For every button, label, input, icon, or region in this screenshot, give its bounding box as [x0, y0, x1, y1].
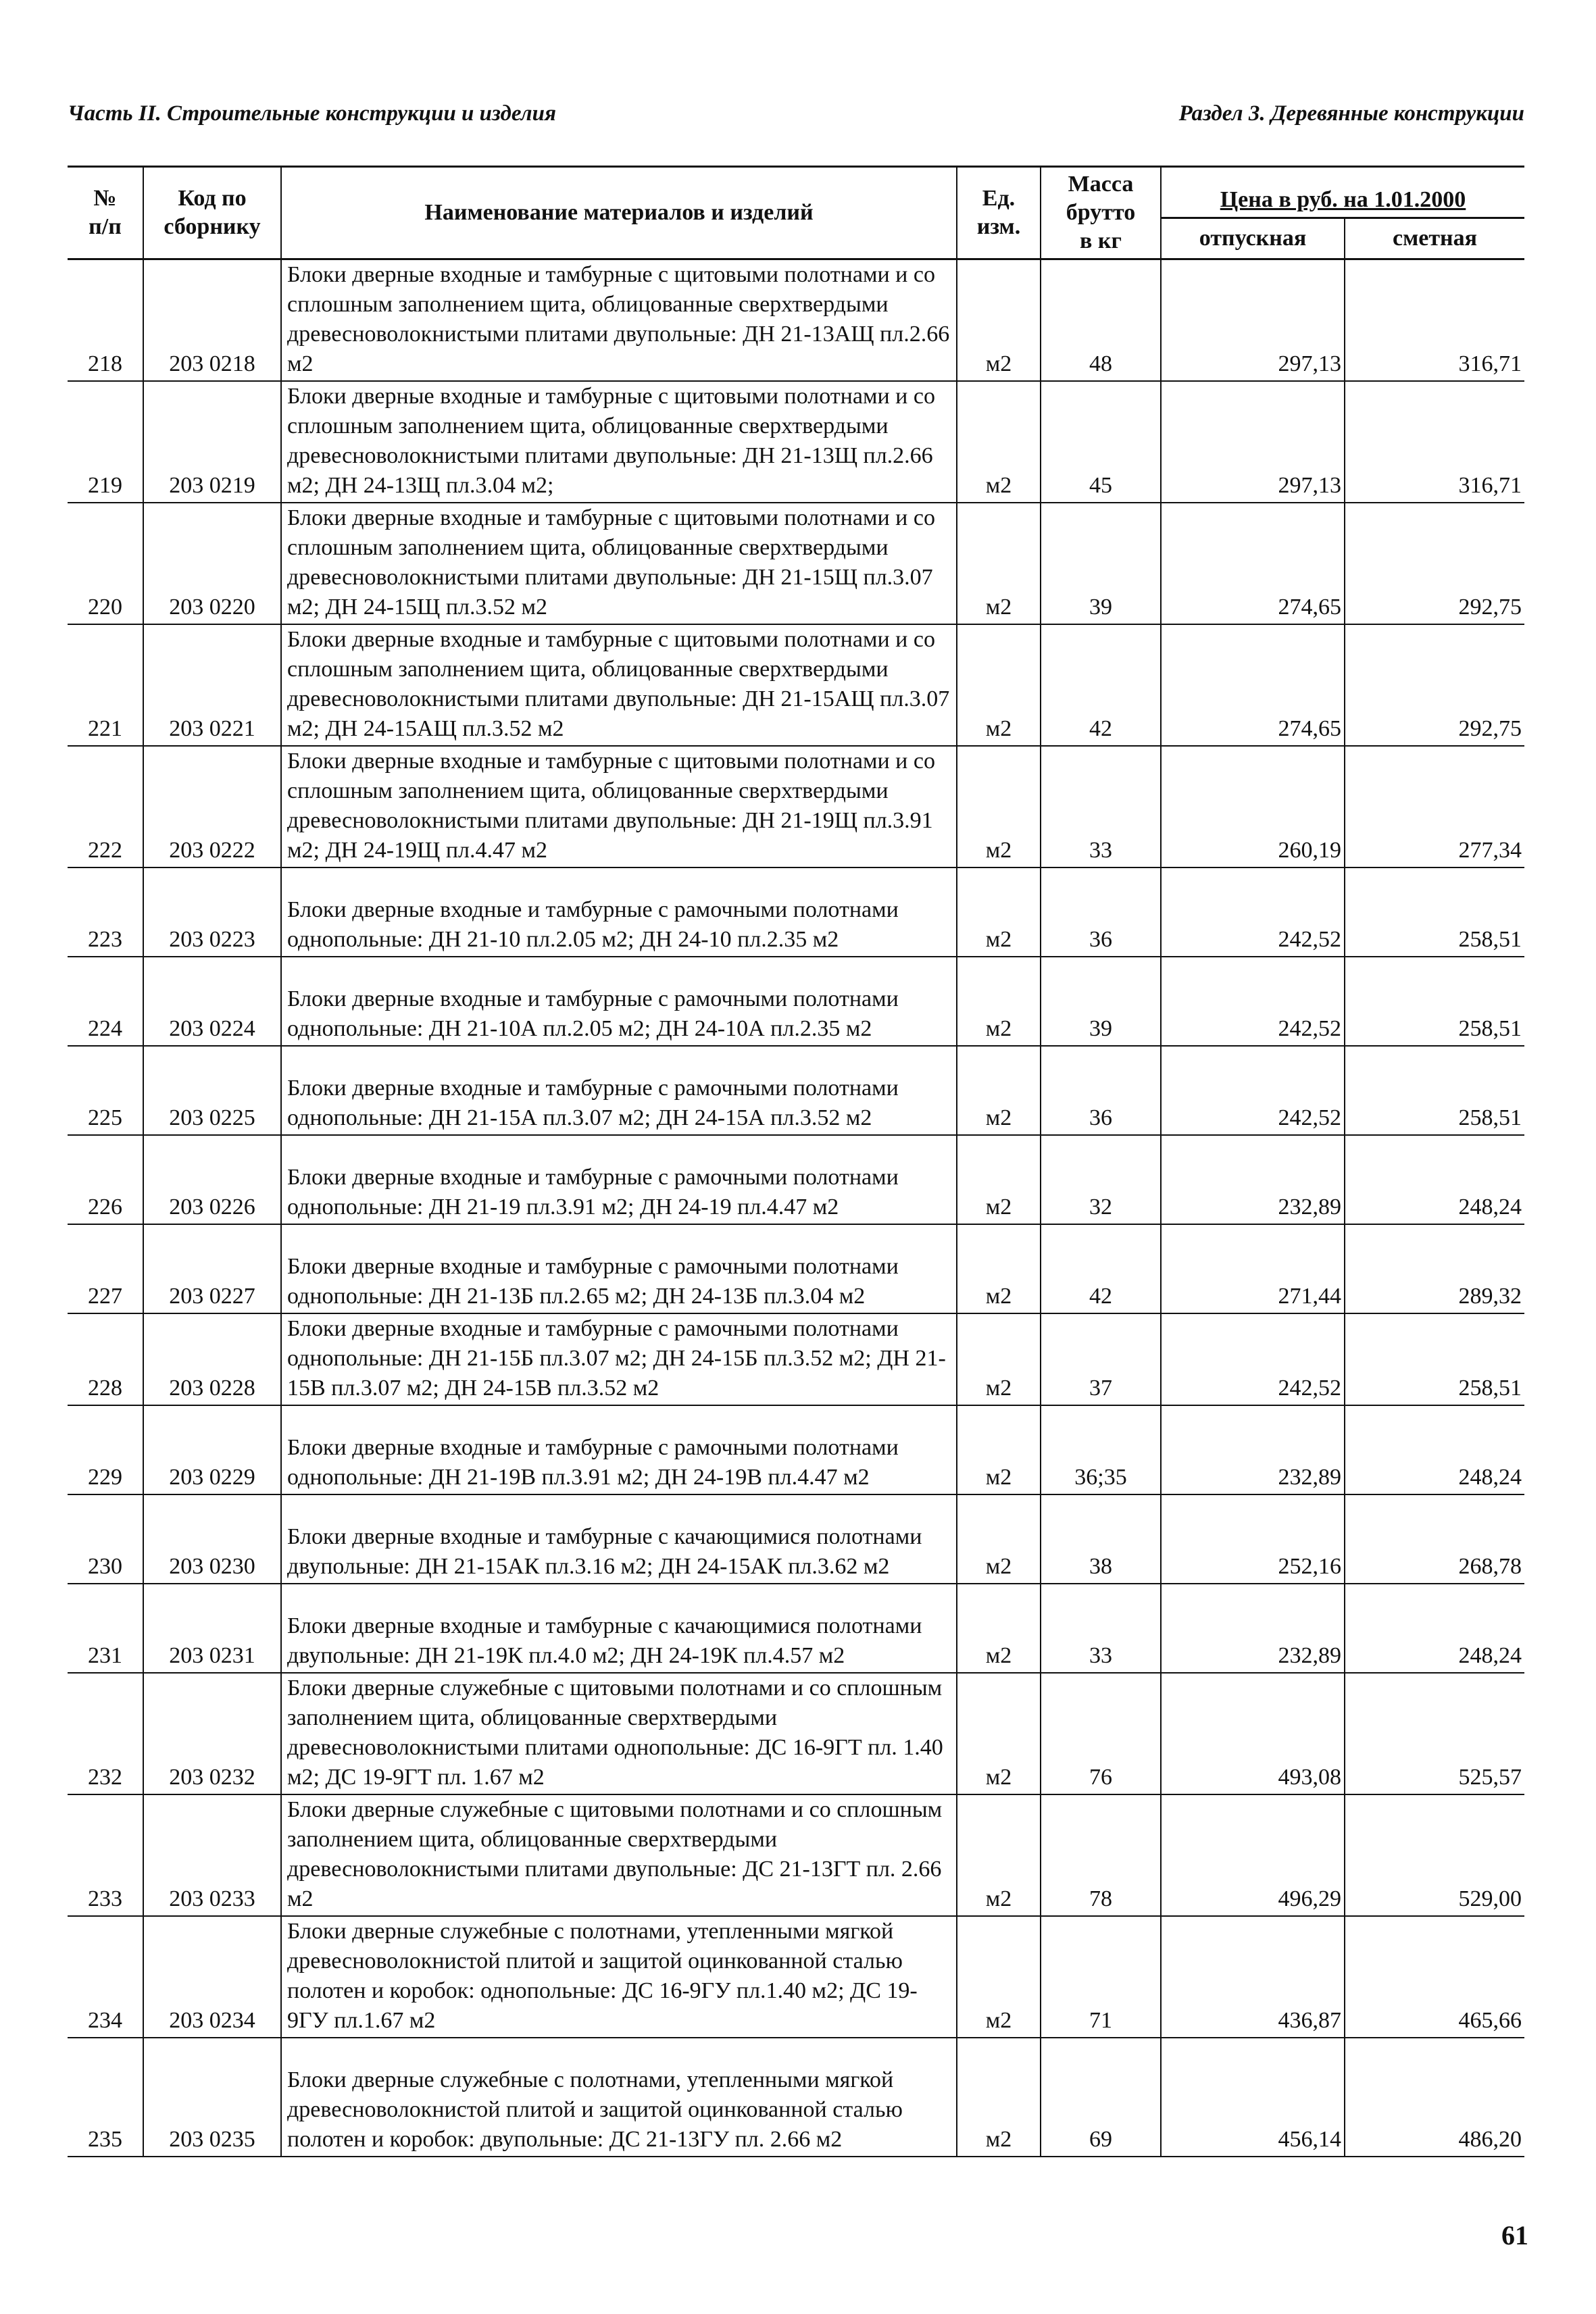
cell-mass: 69	[1041, 2038, 1161, 2157]
cell-mass: 39	[1041, 503, 1161, 624]
cell-num: 232	[68, 1673, 143, 1794]
cell-code: 203 0225	[143, 1046, 281, 1135]
cell-price-estimate: 258,51	[1345, 957, 1524, 1046]
col-header-price-estimate: сметная	[1345, 218, 1524, 259]
cell-price-release: 232,89	[1161, 1405, 1345, 1494]
cell-unit: м2	[957, 381, 1041, 503]
cell-price-estimate: 248,24	[1345, 1584, 1524, 1673]
cell-price-release: 456,14	[1161, 2038, 1345, 2157]
table-row	[68, 1494, 1524, 1584]
cell-price-release: 242,52	[1161, 1313, 1345, 1405]
cell-name: Блоки дверные входные и тамбурные с щитовыми полотнами и со сплошным заполнением щита, облицованные сверхтвердыми древесноволокнистыми плитами двупольные: ДН 21-13АЩ пл.2.66 м2	[281, 259, 957, 382]
cell-mass: 45	[1041, 381, 1161, 503]
cell-unit: м2	[957, 1916, 1041, 2038]
header-section-title: Раздел 3. Деревянные конструкции	[1178, 101, 1524, 126]
col-header-name: Наименование материалов и изделий	[281, 167, 957, 259]
cell-unit: м2	[957, 503, 1041, 624]
table-body	[68, 259, 1524, 2157]
cell-name: Блоки дверные входные и тамбурные с щитовыми полотнами и со сплошным заполнением щита, облицованные сверхтвердыми древесноволокнистыми плитами двупольные: ДН 21-19Щ пл.3.91 м2; ДН 24-19Щ пл.4.47 м2	[281, 746, 957, 867]
cell-name: Блоки дверные входные и тамбурные с рамочными полотнами однопольные: ДН 21-13Б пл.2.65 м2; ДН 24-13Б пл.3.04 м2	[281, 1224, 957, 1313]
cell-price-estimate: 258,51	[1345, 1313, 1524, 1405]
cell-mass: 33	[1041, 746, 1161, 867]
cell-price-estimate: 248,24	[1345, 1135, 1524, 1224]
cell-unit: м2	[957, 867, 1041, 957]
cell-price-estimate: 529,00	[1345, 1794, 1524, 1916]
cell-unit: м2	[957, 1313, 1041, 1405]
cell-name: Блоки дверные входные и тамбурные с рамочными полотнами однопольные: ДН 21-19В пл.3.91 м2; ДН 24-19В пл.4.47 м2	[281, 1405, 957, 1494]
cell-name: Блоки дверные входные и тамбурные с рамочными полотнами однопольные: ДН 21-15Б пл.3.07 м2; ДН 24-15Б пл.3.52 м2; ДН 21-15В пл.3.07 м2; ДН 24-15В пл.3.52 м2	[281, 1313, 957, 1405]
cell-code: 203 0229	[143, 1405, 281, 1494]
cell-mass: 37	[1041, 1313, 1161, 1405]
table-row	[68, 1794, 1524, 1916]
cell-mass: 39	[1041, 957, 1161, 1046]
cell-num: 231	[68, 1584, 143, 1673]
cell-price-release: 297,13	[1161, 381, 1345, 503]
cell-name: Блоки дверные служебные с щитовыми полотнами и со сплошным заполнением щита, облицованные сверхтвердыми древесноволокнистыми плитами двупольные: ДС 21-13ГТ пл. 2.66 м2	[281, 1794, 957, 1916]
cell-price-release: 274,65	[1161, 503, 1345, 624]
cell-code: 203 0223	[143, 867, 281, 957]
cell-price-release: 297,13	[1161, 259, 1345, 382]
cell-mass: 42	[1041, 624, 1161, 746]
table-row	[68, 957, 1524, 1046]
table-row	[68, 1224, 1524, 1313]
cell-mass: 33	[1041, 1584, 1161, 1673]
cell-code: 203 0222	[143, 746, 281, 867]
cell-mass: 32	[1041, 1135, 1161, 1224]
cell-name: Блоки дверные входные и тамбурные с рамочными полотнами однопольные: ДН 21-19 пл.3.91 м2; ДН 24-19 пл.4.47 м2	[281, 1135, 957, 1224]
cell-mass: 48	[1041, 259, 1161, 382]
cell-code: 203 0230	[143, 1494, 281, 1584]
cell-code: 203 0234	[143, 1916, 281, 2038]
cell-unit: м2	[957, 259, 1041, 382]
table-row	[68, 1313, 1524, 1405]
col-header-mass: Масса брутто в кг	[1041, 167, 1161, 259]
cell-code: 203 0227	[143, 1224, 281, 1313]
cell-num: 226	[68, 1135, 143, 1224]
cell-code: 203 0231	[143, 1584, 281, 1673]
cell-code: 203 0220	[143, 503, 281, 624]
table-row	[68, 381, 1524, 503]
cell-price-release: 274,65	[1161, 624, 1345, 746]
cell-mass: 36	[1041, 1046, 1161, 1135]
cell-name: Блоки дверные входные и тамбурные с рамочными полотнами однопольные: ДН 21-10А пл.2.05 м2; ДН 24-10А пл.2.35 м2	[281, 957, 957, 1046]
col-header-num: № п/п	[68, 167, 143, 259]
col-header-price: Цена в руб. на 1.01.2000	[1161, 167, 1524, 218]
col-header-code: Код по сборнику	[143, 167, 281, 259]
cell-price-estimate: 292,75	[1345, 503, 1524, 624]
cell-num: 230	[68, 1494, 143, 1584]
cell-price-release: 271,44	[1161, 1224, 1345, 1313]
table-row	[68, 1405, 1524, 1494]
cell-unit: м2	[957, 1046, 1041, 1135]
cell-unit: м2	[957, 1224, 1041, 1313]
table-row	[68, 1135, 1524, 1224]
cell-price-estimate: 258,51	[1345, 867, 1524, 957]
page-number: 61	[1501, 2220, 1528, 2250]
col-header-unit: Ед. изм.	[957, 167, 1041, 259]
cell-unit: м2	[957, 1494, 1041, 1584]
col-header-price-release: отпускная	[1161, 218, 1345, 259]
cell-name: Блоки дверные входные и тамбурные с качающимися полотнами двупольные: ДН 21-15АК пл.3.16 м2; ДН 24-15АК пл.3.62 м2	[281, 1494, 957, 1584]
cell-price-estimate: 277,34	[1345, 746, 1524, 867]
cell-mass: 42	[1041, 1224, 1161, 1313]
cell-name: Блоки дверные входные и тамбурные с щитовыми полотнами и со сплошным заполнением щита, облицованные сверхтвердыми древесноволокнистыми плитами двупольные: ДН 21-13Щ пл.2.66 м2; ДН 24-13Щ пл.3.04 м2;	[281, 381, 957, 503]
cell-num: 218	[68, 259, 143, 382]
cell-mass: 76	[1041, 1673, 1161, 1794]
cell-mass: 71	[1041, 1916, 1161, 2038]
cell-unit: м2	[957, 2038, 1041, 2157]
cell-num: 224	[68, 957, 143, 1046]
cell-num: 223	[68, 867, 143, 957]
cell-unit: м2	[957, 1794, 1041, 1916]
table-row	[68, 624, 1524, 746]
cell-code: 203 0226	[143, 1135, 281, 1224]
cell-name: Блоки дверные входные и тамбурные с качающимися полотнами двупольные: ДН 21-19К пл.4.0 м2; ДН 24-19К пл.4.57 м2	[281, 1584, 957, 1673]
cell-mass: 36	[1041, 867, 1161, 957]
cell-price-estimate: 268,78	[1345, 1494, 1524, 1584]
cell-code: 203 0221	[143, 624, 281, 746]
cell-price-estimate: 316,71	[1345, 259, 1524, 382]
cell-code: 203 0232	[143, 1673, 281, 1794]
cell-price-release: 232,89	[1161, 1135, 1345, 1224]
cell-price-estimate: 316,71	[1345, 381, 1524, 503]
cell-unit: м2	[957, 624, 1041, 746]
cell-num: 219	[68, 381, 143, 503]
cell-price-estimate: 486,20	[1345, 2038, 1524, 2157]
table-header	[68, 167, 1524, 259]
cell-unit: м2	[957, 1405, 1041, 1494]
cell-mass: 36;35	[1041, 1405, 1161, 1494]
cell-num: 234	[68, 1916, 143, 2038]
cell-unit: м2	[957, 1584, 1041, 1673]
cell-code: 203 0228	[143, 1313, 281, 1405]
price-table	[68, 166, 1524, 2157]
cell-code: 203 0235	[143, 2038, 281, 2157]
cell-price-release: 252,16	[1161, 1494, 1345, 1584]
cell-num: 220	[68, 503, 143, 624]
cell-num: 233	[68, 1794, 143, 1916]
cell-mass: 78	[1041, 1794, 1161, 1916]
cell-name: Блоки дверные служебные с полотнами, утепленными мягкой древесноволокнистой плитой и защитой оцинкованной сталью полотен и коробок: двупольные: ДС 21-13ГУ пл. 2.66 м2	[281, 2038, 957, 2157]
table-row	[68, 1046, 1524, 1135]
cell-price-estimate: 258,51	[1345, 1046, 1524, 1135]
cell-unit: м2	[957, 1673, 1041, 1794]
cell-num: 221	[68, 624, 143, 746]
cell-price-estimate: 289,32	[1345, 1224, 1524, 1313]
cell-price-release: 242,52	[1161, 867, 1345, 957]
cell-num: 225	[68, 1046, 143, 1135]
cell-price-release: 242,52	[1161, 957, 1345, 1046]
cell-num: 235	[68, 2038, 143, 2157]
cell-code: 203 0224	[143, 957, 281, 1046]
cell-price-release: 260,19	[1161, 746, 1345, 867]
table-row	[68, 1673, 1524, 1794]
cell-code: 203 0218	[143, 259, 281, 382]
cell-num: 228	[68, 1313, 143, 1405]
cell-price-release: 496,29	[1161, 1794, 1345, 1916]
cell-unit: м2	[957, 746, 1041, 867]
cell-name: Блоки дверные входные и тамбурные с щитовыми полотнами и со сплошным заполнением щита, облицованные сверхтвердыми древесноволокнистыми плитами двупольные: ДН 21-15АЩ пл.3.07 м2; ДН 24-15АЩ пл.3.52 м2	[281, 624, 957, 746]
cell-unit: м2	[957, 957, 1041, 1046]
table-row	[68, 259, 1524, 382]
cell-price-estimate: 525,57	[1345, 1673, 1524, 1794]
table-row	[68, 503, 1524, 624]
cell-num: 229	[68, 1405, 143, 1494]
cell-price-estimate: 248,24	[1345, 1405, 1524, 1494]
cell-price-estimate: 465,66	[1345, 1916, 1524, 2038]
cell-price-release: 232,89	[1161, 1584, 1345, 1673]
table-row	[68, 1916, 1524, 2038]
table-row	[68, 2038, 1524, 2157]
cell-code: 203 0219	[143, 381, 281, 503]
cell-price-release: 436,87	[1161, 1916, 1345, 2038]
cell-code: 203 0233	[143, 1794, 281, 1916]
cell-price-release: 493,08	[1161, 1673, 1345, 1794]
cell-unit: м2	[957, 1135, 1041, 1224]
cell-name: Блоки дверные служебные с полотнами, утепленными мягкой древесноволокнистой плитой и защитой оцинкованной сталью полотен и коробок: однопольные: ДС 16-9ГУ пл.1.40 м2; ДС 19-9ГУ пл.1.67 м2	[281, 1916, 957, 2038]
cell-name: Блоки дверные входные и тамбурные с рамочными полотнами однопольные: ДН 21-15А пл.3.07 м2; ДН 24-15А пл.3.52 м2	[281, 1046, 957, 1135]
cell-mass: 38	[1041, 1494, 1161, 1584]
cell-num: 222	[68, 746, 143, 867]
cell-name: Блоки дверные служебные с щитовыми полотнами и со сплошным заполнением щита, облицованные сверхтвердыми древесноволокнистыми плитами однопольные: ДС 16-9ГТ пл. 1.40 м2; ДС 19-9ГТ пл. 1.67 м2	[281, 1673, 957, 1794]
cell-name: Блоки дверные входные и тамбурные с рамочными полотнами однопольные: ДН 21-10 пл.2.05 м2; ДН 24-10 пл.2.35 м2	[281, 867, 957, 957]
table-row	[68, 1584, 1524, 1673]
table-row	[68, 867, 1524, 957]
cell-price-estimate: 292,75	[1345, 624, 1524, 746]
header-part-title: Часть II. Строительные конструкции и изделия	[68, 101, 556, 126]
cell-name: Блоки дверные входные и тамбурные с щитовыми полотнами и со сплошным заполнением щита, облицованные сверхтвердыми древесноволокнистыми плитами двупольные: ДН 21-15Щ пл.3.07 м2; ДН 24-15Щ пл.3.52 м2	[281, 503, 957, 624]
cell-price-release: 242,52	[1161, 1046, 1345, 1135]
table-row	[68, 746, 1524, 867]
cell-num: 227	[68, 1224, 143, 1313]
